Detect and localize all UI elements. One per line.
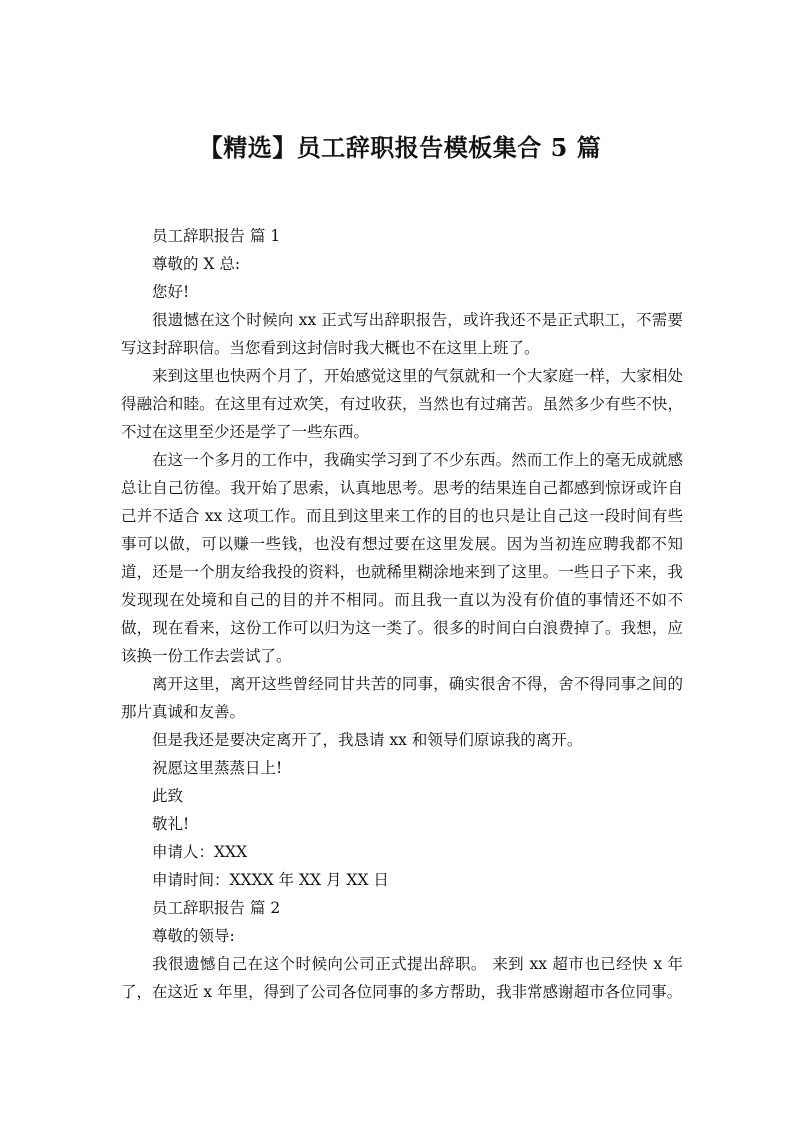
greeting: 您好! <box>152 283 190 301</box>
closing-salute: 敬礼! <box>152 815 190 833</box>
body-paragraph: 但是我还是要决定离开了，我恳请 xx 和领导们原谅我的离开。 <box>152 731 583 749</box>
section-heading: 员工辞职报告 篇 2 <box>152 899 281 917</box>
section-heading: 员工辞职报告 篇 1 <box>152 227 281 245</box>
document-title: 【精选】员工辞职报告模板集合 5 篇 <box>198 133 602 162</box>
document-body <box>121 222 683 1006</box>
salutation: 尊敬的 X 总: <box>152 255 241 273</box>
salutation: 尊敬的领导: <box>152 927 235 945</box>
body-paragraph: 在这一个多月的工作中，我确实学习到了不少东西。然而工作上的毫无成就感总让自己彷徨。我开始了思索，认真地思考。思考的结果连自己都感到惊讶或许自己并不适合 xx 这项工作。而且到这里来工作的目的也只是让自己这一段时间有些事可以做，可以赚一些钱，也没有想过要在这里发展。因为当初连应聘我都不知道，还是一个朋友给我投的资料，也就稀里糊涂地来到了这里。一些日子下来，我发现现在处境和自己的目的并不相同。而且我一直以为没有价值的事情还不如不做，现在看来，这份工作可以归为这一类了。很多的时间白白浪费掉了。我想，应该换一份工作去尝试了。 <box>121 451 683 665</box>
body-paragraph: 离开这里，离开这些曾经同甘共苦的同事，确实很舍不得，舍不得同事之间的那片真诚和友善。 <box>121 675 683 721</box>
body-paragraph: 来到这里也快两个月了，开始感觉这里的气氛就和一个大家庭一样，大家相处得融洽和睦。在这里有过欢笑，有过收获，当然也有过痛苦。虽然多少有些不快，不过在这里至少还是学了一些东西。 <box>121 367 683 441</box>
body-paragraph: 很遗憾在这个时候向 xx 正式写出辞职报告，或许我还不是正式职工，不需要写这封辞职信。当您看到这封信时我大概也不在这里上班了。 <box>121 311 683 357</box>
closing-line: 此致 <box>152 787 184 805</box>
applicant-line: 申请人：XXX <box>152 843 248 861</box>
application-date: 申请时间：XXXX 年 XX 月 XX 日 <box>152 871 389 889</box>
closing-wish: 祝愿这里蒸蒸日上! <box>152 759 283 777</box>
body-paragraph: 我很遗憾自己在这个时候向公司正式提出辞职。 来到 xx 超市也已经快 x 年了，在这近 x 年里，得到了公司各位同事的多方帮助，我非常感谢超市各位同事。 <box>121 955 683 1001</box>
